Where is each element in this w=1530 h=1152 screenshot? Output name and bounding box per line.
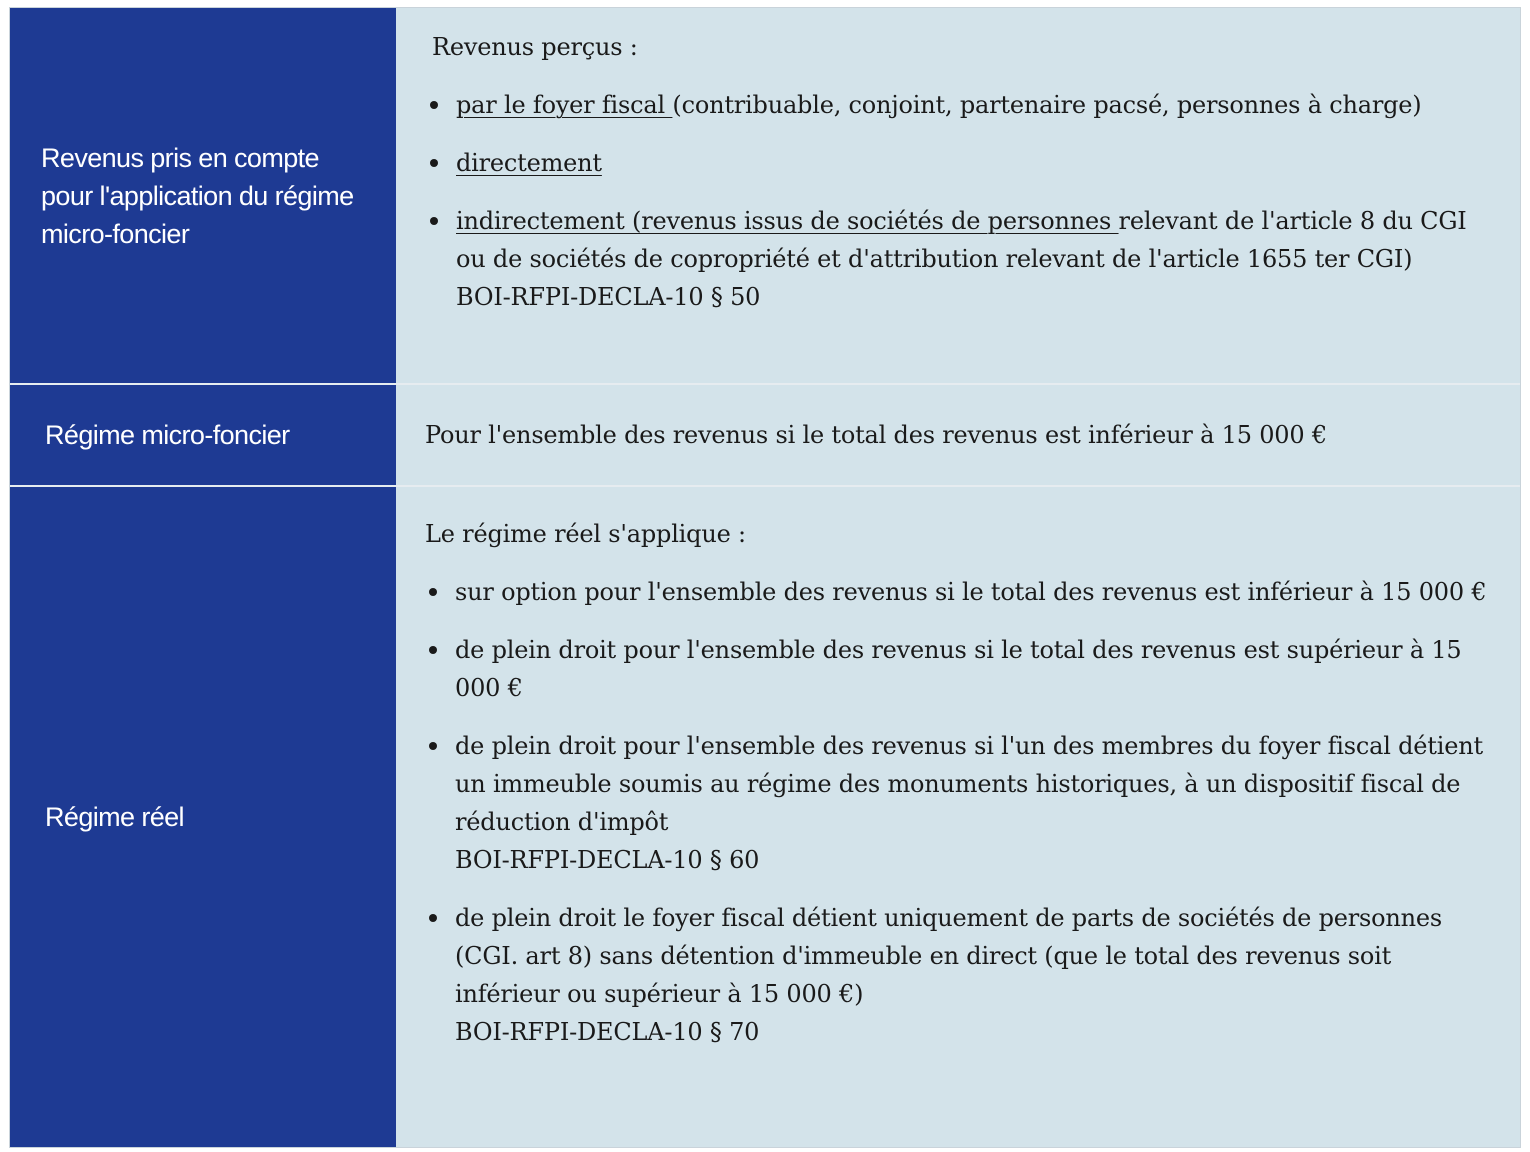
row-content bbox=[396, 385, 1520, 485]
item-text: de plein droit le foyer fiscal détient uniquement de parts de sociétés de personnes (CGI. art 8) sans détention d'immeuble en direct (que le total des revenus soit inférieur ou supérieur à 15 000 €) bbox=[455, 904, 1443, 1008]
bullet-list bbox=[425, 573, 1490, 1051]
table-row-micro-foncier bbox=[10, 385, 1520, 487]
reference-text: BOI-RFPI-DECLA-10 § 60 bbox=[455, 846, 760, 874]
list-item bbox=[432, 86, 1500, 124]
list-item bbox=[425, 899, 1490, 1051]
list-item bbox=[425, 727, 1490, 879]
list-item bbox=[432, 202, 1500, 316]
row-header: Régime micro-foncier bbox=[10, 385, 396, 485]
row-header: Revenus pris en compte pour l'application du régime micro-foncier bbox=[10, 8, 396, 383]
intro-text: Revenus perçus : bbox=[432, 33, 638, 61]
link-indirectement[interactable]: indirectement (revenus issus de sociétés de personnes bbox=[456, 207, 1119, 235]
bullet-icon bbox=[429, 588, 437, 596]
bullet-icon bbox=[429, 742, 437, 750]
list-item bbox=[425, 573, 1490, 611]
row-content bbox=[396, 8, 1520, 383]
bullet-icon bbox=[430, 159, 438, 167]
item-text: sur option pour l'ensemble des revenus si le total des revenus est inférieur à 15 000 € bbox=[455, 578, 1487, 606]
bullet-icon bbox=[430, 101, 438, 109]
list-item bbox=[432, 144, 1500, 182]
item-text: de plein droit pour l'ensemble des revenus si le total des revenus est supérieur à 15 000 € bbox=[455, 636, 1462, 702]
intro-text: Le régime réel s'applique : bbox=[425, 520, 746, 548]
bullet-icon bbox=[430, 217, 438, 225]
bullet-icon bbox=[429, 646, 437, 654]
row-header: Régime réel bbox=[10, 487, 396, 1147]
reference-text: BOI-RFPI-DECLA-10 § 50 bbox=[456, 283, 761, 311]
regime-table bbox=[9, 7, 1521, 1148]
link-foyer-fiscal[interactable]: par le foyer fiscal bbox=[456, 91, 673, 119]
bullet-list bbox=[432, 86, 1500, 316]
item-text: (contribuable, conjoint, partenaire pacsé, personnes à charge) bbox=[672, 91, 1422, 119]
item-text: relevant de l'article 8 du CGI ou de sociétés de copropriété et d'attribution relevant de l'article 1655 ter CGI) bbox=[456, 207, 1467, 273]
table-row-revenus bbox=[10, 8, 1520, 385]
bullet-icon bbox=[429, 914, 437, 922]
reference-text: BOI-RFPI-DECLA-10 § 70 bbox=[455, 1018, 760, 1046]
item-text: de plein droit pour l'ensemble des revenus si l'un des membres du foyer fiscal détient un immeuble soumis au régime des monuments historiques, à un dispositif fiscal de réduction d'impôt bbox=[455, 732, 1483, 836]
row-content bbox=[396, 487, 1520, 1147]
table-row-regime-reel bbox=[10, 487, 1520, 1147]
list-item bbox=[425, 631, 1490, 707]
row-text: Pour l'ensemble des revenus si le total des revenus est inférieur à 15 000 € bbox=[425, 421, 1327, 449]
link-directement[interactable]: directement bbox=[456, 149, 602, 177]
